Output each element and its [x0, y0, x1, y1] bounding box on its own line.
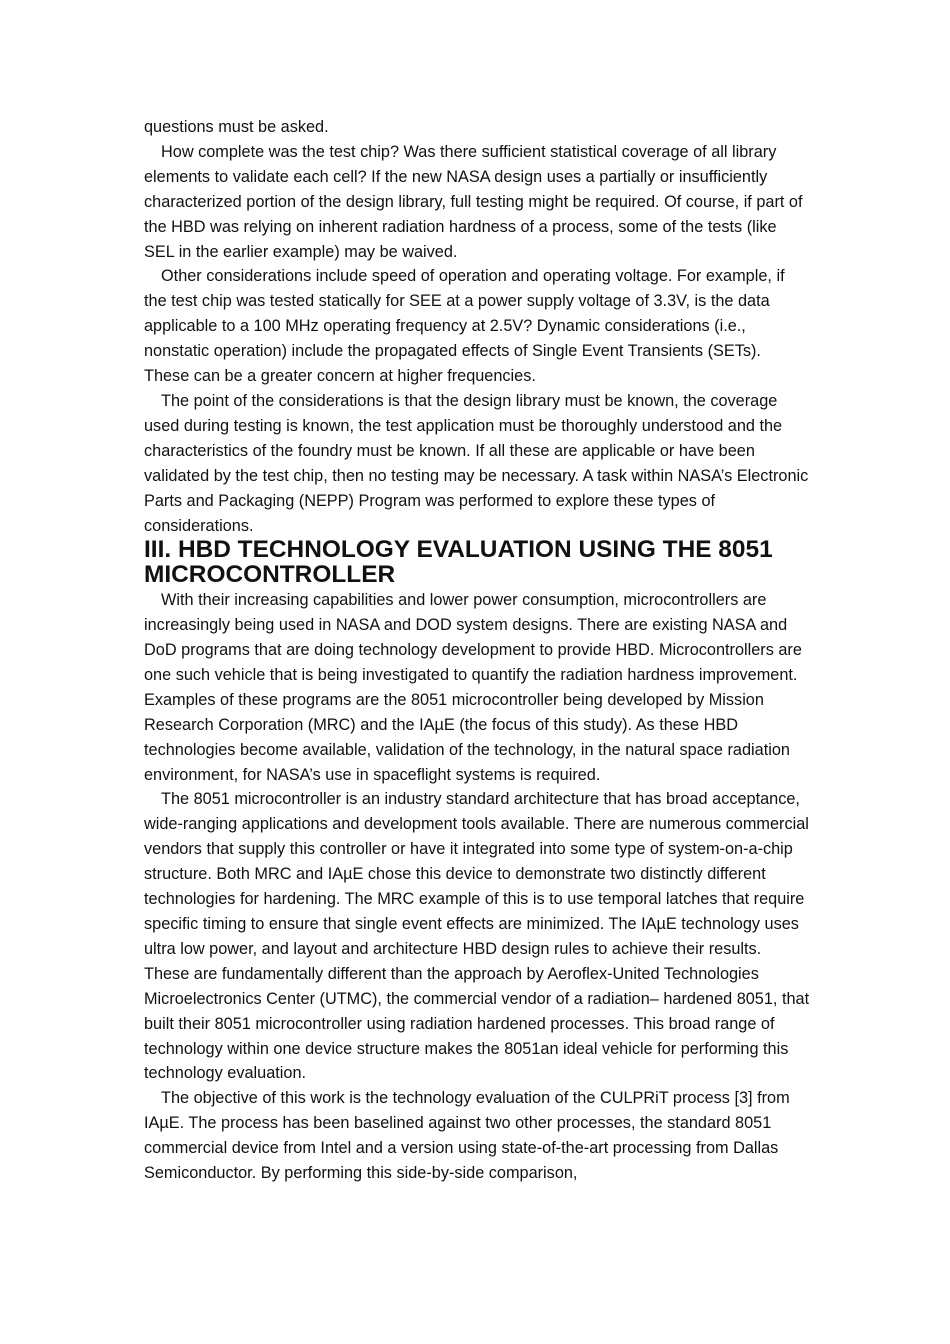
paragraph-microcontrollers: With their increasing capabilities and lower power consumption, microcontrollers are increasingly being used in NASA and DOD system designs. There are existing NASA and DoD programs that are doing technology development to provide HBD. Microcontrollers are one such vehicle that is being investigated to quantify the radiation hardness improvement. Examples of these programs are the 8051 microcontroller being developed by Mission Research Corporation (MRC) and the IAµE (the focus of this study). As these HBD technologies become available, validation of the technology, in the natural space radiation environment, for NASA’s use in spaceflight systems is required.	[144, 591, 802, 784]
section-heading: III. HBD TECHNOLOGY EVALUATION USING THE 8051 MICROCONTROLLER	[144, 536, 773, 589]
paragraph-continuation: questions must be asked.	[144, 118, 329, 136]
paragraph-considerations-point: The point of the considerations is that the design library must be known, the coverage used during testing is known, the test application must be thoroughly understood and the characteristics of the foundry must be known. If all these are applicable or have been validated by the test chip, then no testing may be necessary. A task within NASA’s Electronic Parts and Packaging (NEPP) Program was performed to explore these types of considerations.	[144, 391, 809, 535]
document-page	[144, 115, 810, 1186]
paragraph-8051-architecture: The 8051 microcontroller is an industry standard architecture that has broad acceptance, wide-ranging applications and development tools available. There are numerous commercial vendors that supply this controller or have it integrated into some type of system-on-a-chip structure. Both MRC and IAµE chose this device to demonstrate two distinctly different technologies for hardening. The MRC example of this is to use temporal latches that require specific timing to ensure that single event effects are minimized. The IAµE technology uses ultra low power, and layout and architecture HBD design rules to achieve their results. These are fundamentally different than the approach by Aeroflex-United Technologies Microelectronics Center (UTMC), the commercial vendor of a radiation– hardened 8051, that built their 8051 microcontroller using radiation hardened processes. This broad range of technology within one device structure makes the 8051an ideal vehicle for performing this technology evaluation.	[144, 790, 810, 1083]
paragraph-speed-voltage: Other considerations include speed of operation and operating voltage. For example, if the test chip was tested statically for SEE at a power supply voltage of 3.3V, is the data applicable to a 100 MHz operating frequency at 2.5V? Dynamic considerations (i.e., nonstatic operation) include the propagated effects of Single Event Transients (SETs). These can be a greater concern at higher frequencies.	[144, 267, 785, 386]
paragraph-test-chip-coverage: How complete was the test chip? Was there sufficient statistical coverage of all library elements to validate each cell? If the new NASA design uses a partially or insufficiently characterized portion of the design library, full testing might be required. Of course, if part of the HBD was relying on inherent radiation hardness of a process, some of the tests (like SEL in the earlier example) may be waived.	[144, 142, 803, 261]
paragraph-objective: The objective of this work is the technology evaluation of the CULPRiT process [3] from IAµE. The process has been baselined against two other processes, the standard 8051 commercial device from Intel and a version using state-of-the-art processing from Dallas Semiconductor. By performing this side-by-side comparison,	[144, 1089, 790, 1183]
